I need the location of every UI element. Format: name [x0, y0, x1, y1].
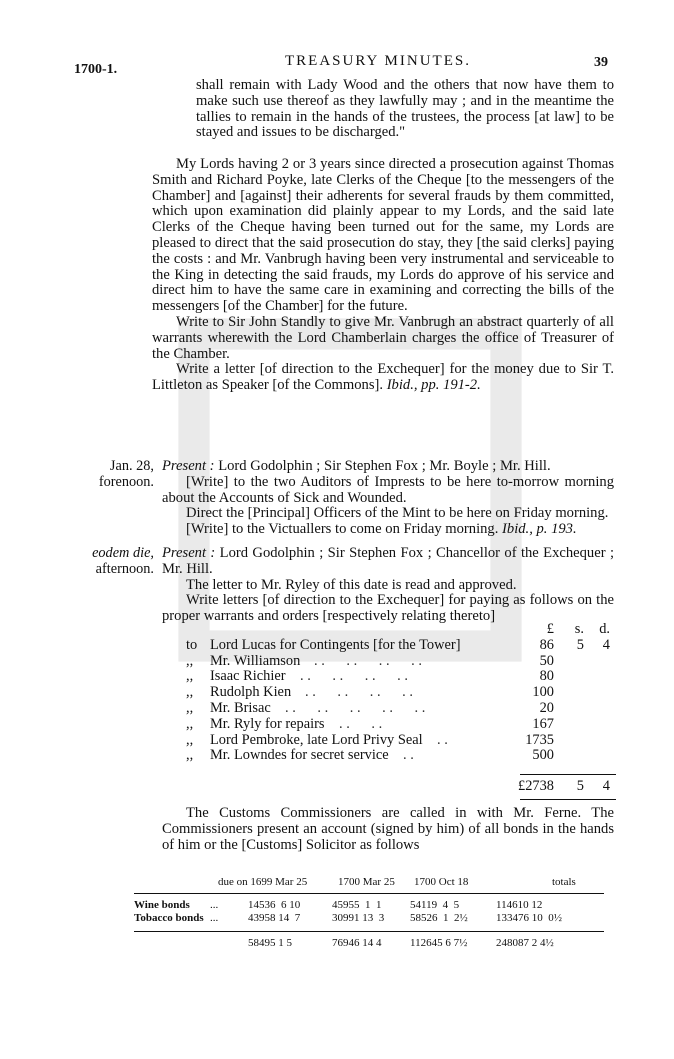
- payment-name: Mr. Williamson: [210, 652, 301, 669]
- payment-prefix: ,,: [186, 747, 194, 764]
- reference: Ibid., pp. 191-2.: [386, 377, 481, 394]
- payment-pounds: 1735: [525, 731, 554, 748]
- leader-dots: . .: [403, 747, 414, 764]
- paragraph-victuallers: [Write] to the Victuallers to come on Friday morning. Ibid., p. 193.: [186, 521, 577, 538]
- table-row: [186, 733, 616, 749]
- bond-cell-label: Tobacco bonds: [134, 912, 204, 924]
- running-title: TREASURY MINUTES.: [285, 53, 471, 69]
- present-line: Present : Lord Godolphin ; Sir Stephen Fox ; Mr. Boyle ; Mr. Hill.: [162, 458, 551, 474]
- payments-header: £ s. d.: [546, 621, 610, 637]
- table-row: [134, 912, 604, 925]
- margin-date-jan-28: Jan. 28, forenoon.: [98, 458, 154, 490]
- running-year: 1700-1.: [74, 62, 118, 77]
- payment-name: Mr. Brisac: [210, 699, 271, 716]
- paragraph-auditors: [Write] to the two Auditors of Imprests to be here to-morrow morning about the Accounts of Sick and Wounded.: [162, 473, 614, 506]
- table-row: [186, 669, 616, 685]
- paragraph-write-letters: Write letters [of direction to the Exchequer] for paying as follows on the proper warrants and orders [respectively relating thereto]: [162, 592, 614, 625]
- bonds-table: [134, 876, 604, 950]
- bond-cell-tot: 133476 10 0½: [496, 912, 562, 924]
- reference: Ibid., p. 193.: [502, 521, 577, 538]
- leader-dots: . . . . . . . .: [300, 668, 408, 685]
- payment-pounds: 80: [539, 668, 554, 685]
- paragraph-standly: Write to Sir John Standly to give Mr. Vanbrugh an abstract quarterly of all warrants wherewith the Lord Chamberlain charges the office of Treasurer of the Chamber.: [152, 313, 614, 362]
- leader-dots: . . . . . . . .: [305, 684, 413, 701]
- table-row: [186, 654, 616, 670]
- payment-pence: 4: [602, 636, 610, 653]
- payment-prefix: ,,: [186, 731, 194, 748]
- bond-cell-c1: 43958 14 7: [248, 912, 301, 924]
- leader-dots: . .: [437, 731, 448, 748]
- minutes-block-3: [162, 546, 614, 625]
- leader-dots: . . . . . . . . . .: [285, 699, 426, 716]
- quoted-passage: shall remain with Lady Wood and the others that now have them to make such use thereof as they lawfully may ; and in the meantime the tallies to remain in the hands of the trustees, the process [at law] to be stayed and issues to be discharged.": [196, 77, 614, 141]
- sum-rule-top: [520, 774, 616, 775]
- payment-shillings: 5: [576, 636, 584, 653]
- table-row: [186, 748, 616, 764]
- bonds-rule-2: [134, 931, 604, 932]
- payment-name: Lord Pembroke, late Lord Privy Seal: [210, 731, 423, 748]
- sum-rule-bottom: [520, 799, 616, 800]
- payment-prefix: ,,: [186, 699, 194, 716]
- payment-prefix: ,,: [186, 652, 194, 669]
- payments-table: [186, 622, 616, 764]
- paragraph-ryley-letter: The letter to Mr. Ryley of this date is read and approved.: [186, 576, 517, 593]
- bonds-header: due on 1699 Mar 25 1700 Mar 25 1700 Oct 18 totals: [218, 876, 576, 888]
- bond-cell-c2: 30991 13 3: [332, 912, 385, 924]
- payment-prefix: ,,: [186, 684, 194, 701]
- bonds-rule-1: [134, 893, 604, 894]
- payment-prefix: ,,: [186, 668, 194, 685]
- bonds-total-row: 58495 1 5 76946 14 4 112645 6 7½ 248087 2 4½: [248, 937, 554, 949]
- payment-name: Mr. Lowndes for secret service: [210, 747, 389, 764]
- table-row: [186, 638, 616, 654]
- payment-prefix: ,,: [186, 715, 194, 732]
- payment-name: Rudolph Kien: [210, 684, 292, 701]
- minutes-block-2: [162, 459, 614, 538]
- present-line: Present : Lord Godolphin ; Sir Stephen Fox ; Chancellor of the Exchequer ; Mr. Hill.: [162, 545, 614, 577]
- table-row: [186, 685, 616, 701]
- payment-name: Lord Lucas for Contingents [for the Tower]: [210, 636, 461, 653]
- margin-date-eodem-die: eodem die, afternoon.: [92, 545, 154, 577]
- payments-total: [186, 779, 616, 795]
- customs-paragraph-block: [162, 806, 614, 853]
- payment-pounds: 20: [539, 699, 554, 716]
- bond-cell-c1: 14536 6 10: [248, 899, 301, 911]
- bond-cell-label: Wine bonds: [134, 899, 190, 911]
- paragraph-littleton: Write a letter [of direction to the Exchequer] for the money due to Sir T. Littleton as Speaker [of the Commons]. Ibid., pp. 191-2.: [152, 361, 614, 394]
- leader-dots: . . . . . . . .: [314, 652, 422, 669]
- payment-pounds: 86: [539, 636, 554, 653]
- payment-pounds: 167: [532, 715, 554, 732]
- payment-pounds: 500: [532, 747, 554, 764]
- payments-rows: [186, 638, 616, 764]
- payment-prefix: to: [186, 636, 198, 653]
- payment-pounds: 100: [532, 684, 554, 701]
- table-row-total: £2738 5 4: [518, 778, 610, 794]
- payment-name: Isaac Richier: [210, 668, 286, 685]
- minutes-block-1: [152, 157, 614, 394]
- bond-cell-c3: 58526 1 2½: [410, 912, 468, 924]
- bond-cell-c3: 54119 4 5: [410, 899, 460, 911]
- paragraph-mint: Direct the [Principal] Officers of the Mint to be here on Friday morning.: [186, 505, 609, 522]
- bond-cell-dots: ...: [210, 912, 219, 924]
- bond-cell-tot: 114610 12: [496, 899, 543, 911]
- bond-cell-dots: ...: [210, 899, 219, 911]
- table-row: [186, 701, 616, 717]
- paragraph-customs: The Customs Commissioners are called in with Mr. Ferne. The Commissioners present an account (signed by him) of all bonds in the hands of him or the [Customs] Solicitor as follows: [162, 805, 614, 853]
- payment-pounds: 50: [539, 652, 554, 669]
- bonds-rows: [134, 899, 604, 925]
- payment-name: Mr. Ryly for repairs: [210, 715, 325, 732]
- bond-cell-c2: 45955 1 1: [332, 899, 382, 911]
- page-number: 39: [594, 55, 608, 70]
- leader-dots: . . . .: [339, 715, 383, 732]
- paragraph-prosecution: My Lords having 2 or 3 years since directed a prosecution against Thomas Smith and Richard Poyke, late Clerks of the Cheque [to the messengers of the Chamber] and [against] their adherents for several frauds by them committed, which upon examination did plainly appear to my Lords, and the said late Clerks of the Cheque having been turned out for the same, my Lords are pleased to direct that the said prosecution do stay, they [the said clerks] paying the costs : and Mr. Vanbrugh having been very instrumental and serviceable to the King in detecting the said frauds, my Lords do approve of his service and direct him to have the same care in examining and correcting the bills of the messengers [of the Chamber] for the future.: [152, 156, 614, 315]
- table-row: [186, 717, 616, 733]
- table-row: [134, 899, 604, 912]
